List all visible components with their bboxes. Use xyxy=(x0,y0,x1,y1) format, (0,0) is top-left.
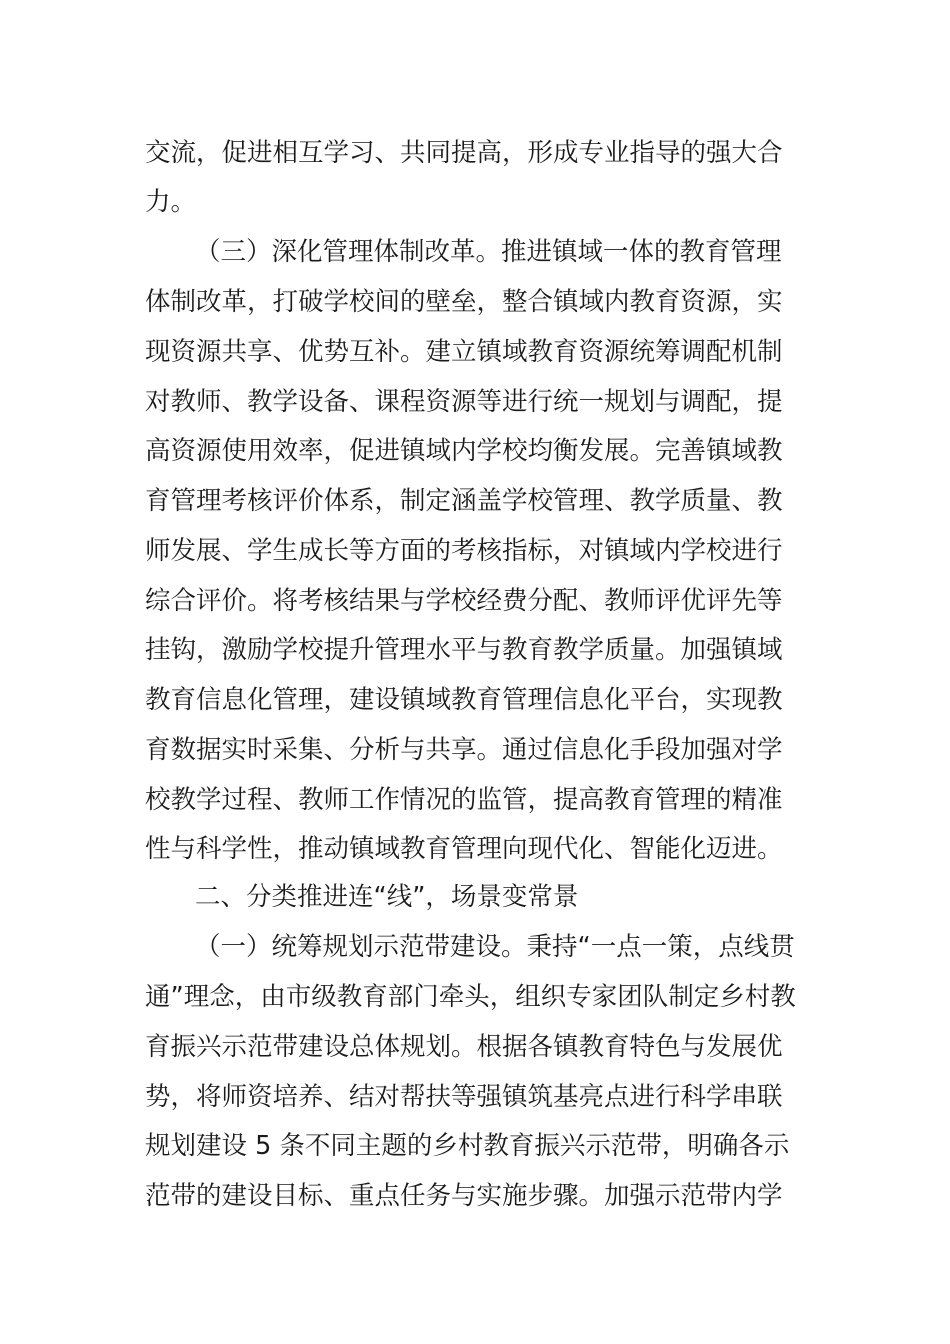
section-heading-3: （三）深化管理体制改革。推进镇域一体的教育管理 xyxy=(195,237,782,267)
text-line: 规划建设 5 条不同主题的乡村教育振兴示范带，明确各示 xyxy=(145,1131,790,1161)
text-line: 教育信息化管理，建设镇域教育管理信息化平台，实现教 xyxy=(145,685,783,715)
text-line: 对教师、教学设备、课程资源等进行统一规划与调配，提 xyxy=(145,387,783,417)
text-line: 综合评价。将考核结果与学校经费分配、教师评优评先等 xyxy=(145,586,783,616)
text-line: 挂钩，激励学校提升管理水平与教育教学质量。加强镇域 xyxy=(145,635,783,665)
text-line: 力。 xyxy=(145,187,197,217)
text-line: 育数据实时采集、分析与共享。通过信息化手段加强对学 xyxy=(145,735,783,765)
text-line: 现资源共享、优势互补。建立镇域教育资源统筹调配机制 xyxy=(145,337,783,367)
text-line: 体制改革，打破学校间的壁垒，整合镇域内教育资源，实 xyxy=(145,287,783,317)
text-line: 校教学过程、教师工作情况的监管，提高教育管理的精准 xyxy=(145,785,783,815)
section-heading-2: 二、分类推进连“线”，场景变常景 xyxy=(195,882,579,912)
text-line: 师发展、学生成长等方面的考核指标，对镇域内学校进行 xyxy=(145,536,783,566)
text-line: 交流，促进相互学习、共同提高，形成专业指导的强大合 xyxy=(145,138,783,168)
text-line: 高资源使用效率，促进镇域内学校均衡发展。完善镇域教 xyxy=(145,436,783,466)
text-line: 育管理考核评价体系，制定涵盖学校管理、教学质量、教 xyxy=(145,486,783,516)
section-heading-1: （一）统筹规划示范带建设。秉持“一点一策，点线贯 xyxy=(195,932,795,962)
text-line: 范带的建设目标、重点任务与实施步骤。加强示范带内学 xyxy=(145,1181,783,1211)
text-line: 势，将师资培养、结对帮扶等强镇筑基亮点进行科学串联 xyxy=(145,1082,783,1112)
text-line: 通”理念，由市级教育部门牵头，组织专家团队制定乡村教 xyxy=(145,982,796,1012)
text-line: 性与科学性，推动镇域教育管理向现代化、智能化迈进。 xyxy=(145,834,783,864)
text-line: 育振兴示范带建设总体规划。根据各镇教育特色与发展优 xyxy=(145,1032,783,1062)
